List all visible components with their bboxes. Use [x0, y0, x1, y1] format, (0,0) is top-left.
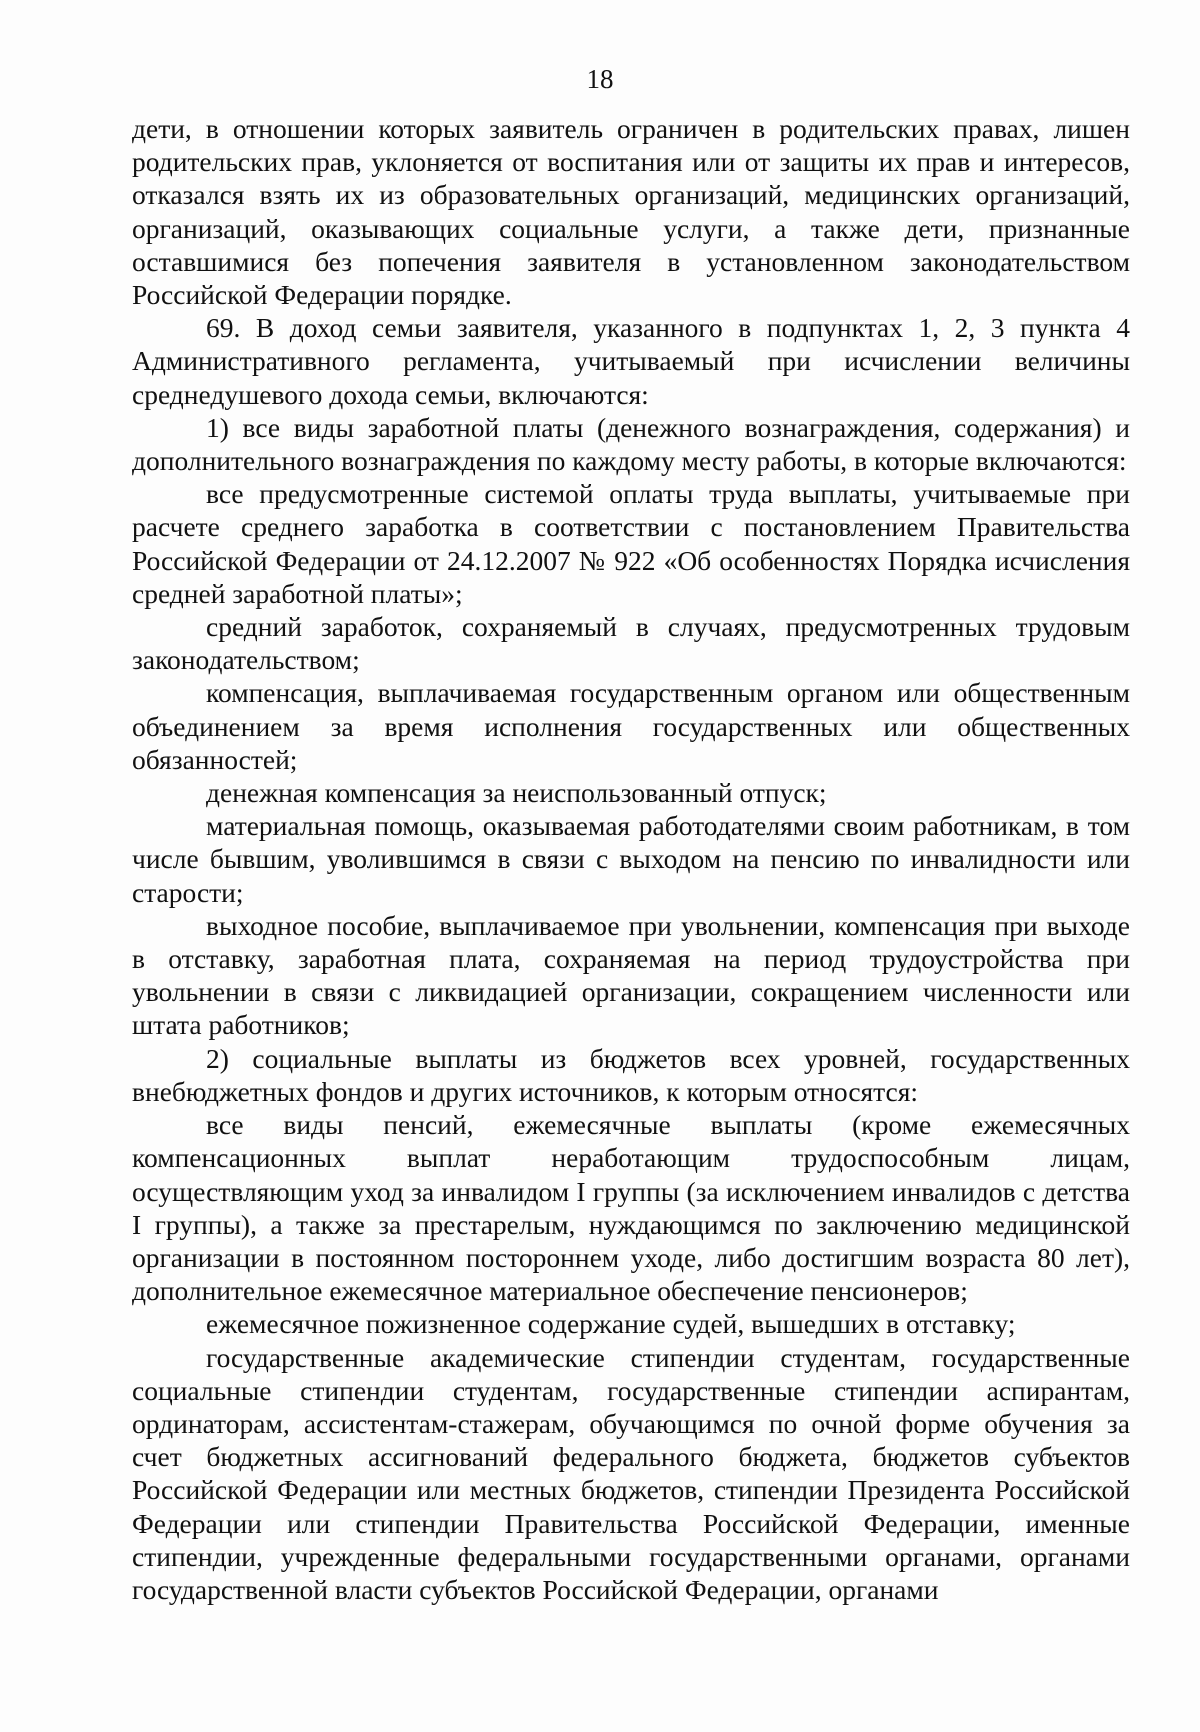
paragraph-subitem-2: 2) социальные выплаты из бюджетов всех уровней, государственных внебюджетных фондов и других источников, к которым относятся:	[132, 1042, 1130, 1107]
paragraph-continuation: дети, в отношении которых заявитель ограничен в родительских правах, лишен родительских прав, уклоняется от воспитания или от защиты их прав и интересов, отказался взять их из образовательных организаций, медицинских организаций, организаций, оказывающих социальные услуги, а также дети, признанные оставшимися без попечения заявителя в установленном законодательством Российской Федерации порядке.	[132, 113, 1130, 311]
paragraph-salary-payments: все предусмотренные системой оплаты труда выплаты, учитываемые при расчете среднего заработка в соответствии с постановлением Правительства Российской Федерации от 24.12.2007 № 922 «Об особенностях Порядка исчисления средней заработной платы»;	[132, 478, 1130, 609]
paragraph-subitem-1: 1) все виды заработной платы (денежного вознаграждения, содержания) и дополнительного вознаграждения по каждому месту работы, в которые включаются:	[132, 411, 1130, 477]
document-body	[132, 112, 1130, 1606]
page-number: 18	[586, 64, 614, 94]
paragraph-material-assistance: материальная помощь, оказываемая работодателями своим работникам, в том числе бывшим, уволившимся в связи с выходом на пенсию по инвалидности или старости;	[132, 810, 1130, 908]
paragraph-average-earnings: средний заработок, сохраняемый в случаях, предусмотренных трудовым законодательством;	[132, 611, 1130, 676]
paragraph-scholarships: государственные академические стипендии студентам, государственные социальные стипендии студентам, государственные стипендии аспирантам, ординаторам, ассистентам-стажерам, обучающимся по очной форме обучения за счет бюджетных ассигнований федерального бюджета, бюджетов субъектов Российской Федерации или местных бюджетов, стипендии Президента Российской Федерации или стипендии Правительства Российской Федерации, именные стипендии, учрежденные федеральными государственными органами, органами государственной власти субъектов Российской Федерации, органами	[132, 1341, 1130, 1605]
paragraph-vacation-compensation: денежная компенсация за неиспользованный отпуск;	[206, 777, 827, 809]
paragraph-item-69: 69. В доход семьи заявителя, указанного в подпунктах 1, 2, 3 пункта 4 Административного регламента, учитываемый при исчислении величины среднедушевого дохода семьи, включаются:	[132, 312, 1130, 410]
paragraph-pensions: все виды пенсий, ежемесячные выплаты (кроме ежемесячных компенсационных выплат неработающим трудоспособным лицам, осуществляющим уход за инвалидом I группы (за исключением инвалидов с детства I группы), а также за престарелым, нуждающимся по заключению медицинской организации в постоянном постороннем уходе, либо достигшим возраста 80 лет), дополнительное ежемесячное материальное обеспечение пенсионеров;	[132, 1109, 1130, 1307]
paragraph-severance: выходное пособие, выплачиваемое при увольнении, компенсация при выходе в отставку, заработная плата, сохраняемая на период трудоустройства при увольнении в связи с ликвидацией организации, сокращением численности или штата работников;	[132, 909, 1130, 1041]
paragraph-judges-allowance: ежемесячное пожизненное содержание судей, вышедших в отставку;	[206, 1308, 1016, 1340]
paragraph-compensation: компенсация, выплачиваемая государственным органом или общественным объединением за время исполнения государственных или общественных обязанностей;	[132, 677, 1130, 775]
